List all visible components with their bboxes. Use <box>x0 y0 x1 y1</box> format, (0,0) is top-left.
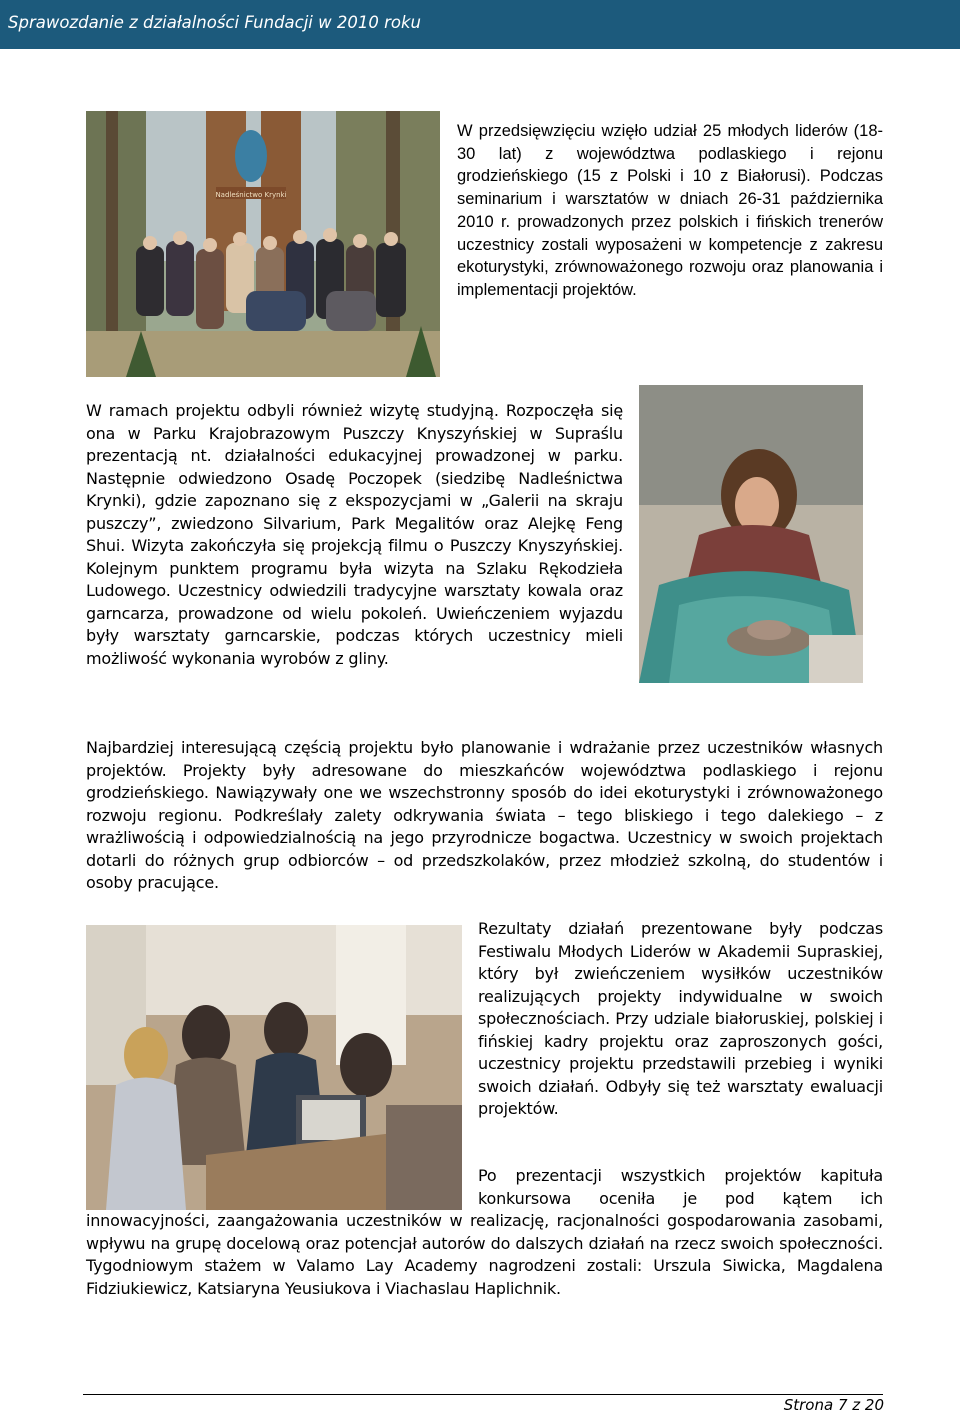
paragraph-jury-intro: Po prezentacji wszystkich projektów kapituła konkursowa oceniła je pod kątem ich <box>478 1166 883 1208</box>
page-number: Strona 7 z 20 <box>783 1396 884 1414</box>
paragraph-jury-awards: innowacyjności, zaangażowania uczestników w realizację, racjonalności gospodarowania zasobami, wpływu na grupę docelową oraz potencjał autorów do dalszych działań na rzecz swoich społeczności. Tygodniowym stażem w Valamo Lay Academy nagrodzeni zostali: Urszula Siwicka, Magdalena Fidziukiewicz, Katsiaryna Yeusiukova i Viachaslau Haplichnik. <box>86 1211 883 1298</box>
paragraph-projects: Najbardziej interesującą częścią projektu było planowanie i wdrażanie przez uczestników własnych projektów. Projekty były adresowane do mieszkańców województwa podlaskiego i rejonu grodzieńskiego. Nawiązywały one we wszechstronny sposób do idei ekoturystyki i zrównoważonego rozwoju regionu. Podkreślały zalety odkrywania świata – tego bliskiego i tego dalekiego – z wrażliwością i odpowiedzialnością na jego przyrodnicze bogactwa. Uczestnicy w swoich projektach dotarli do różnych grup odbiorców – od przedszkolaków, przez młodzież szkolną, do studentów i osoby pracujące. <box>86 738 883 892</box>
paragraph-participants: W przedsięwzięciu wzięło udział 25 młodych liderów (18-30 lat) z województwa podlaskiego i rejonu grodzieńskiego (15 z Polski i 10 z Białorusi). Podczas seminarium i warsztatów w dniach 26-31 października 2010 r. prowadzonych przez polskich i fińskich trenerów uczestnicy zostali wyposażeni w kompetencje z zakresu ekoturystyki, zrównoważonego rozwoju oraz planowania i implementacji projektów. <box>457 122 883 299</box>
paragraph-results: Rezultaty działań prezentowane były podczas Festiwalu Młodych Liderów w Akademii Supraskiej, który był zwieńczeniem wysiłków uczestników realizujących projekty indywidualne w swoich społecznościach. Przy udziale białoruskiej, polskiej i fińskiej kadry projektu oraz zaproszonych gości, uczestnicy projektu przedstawili przebieg i wyniki swoich działań. Odbyły się też warsztaty ewaluacji projektów. <box>478 919 883 1118</box>
photo-presentation <box>86 925 462 1210</box>
footer-rule <box>83 1394 883 1395</box>
photo-group-forest <box>86 111 440 377</box>
photo-pottery-workshop <box>639 385 863 683</box>
header-bar <box>0 0 960 49</box>
document-title: Sprawozdanie z działalności Fundacji w 2010 roku <box>8 13 422 32</box>
wooden-sign-text: Nadleśnictwo Krynki <box>215 191 287 199</box>
paragraph-study-visit: W ramach projektu odbyli również wizytę studyjną. Rozpoczęła się ona w Parku Krajobrazowym Puszczy Knyszyńskiej w Supraślu prezentacją nt. działalności edukacyjnej prowadzonej w parku. Następnie odwiedzono Osadę Poczopek (siedzibę Nadleśnictwa Krynki), gdzie zapoznano się z ekspozycjami w „Galerii na skraju puszczy”, zwiedzono Silvarium, Park Megalitów oraz Alejkę Feng Shui. Wizyta zakończyła się projekcją filmu o Puszczy Knyszyńskiej. Kolejnym punktem programu była wizyta na Szlaku Rękodzieła Ludowego. Uczestnicy odwiedzili tradycyjne warsztaty kowala oraz garncarza, prowadzone od wielu pokoleń. Uwieńczeniem wyjazdu były warsztaty garncarskie, podczas których uczestnicy mieli możliwość wykonania wyrobów z gliny. <box>86 401 623 668</box>
